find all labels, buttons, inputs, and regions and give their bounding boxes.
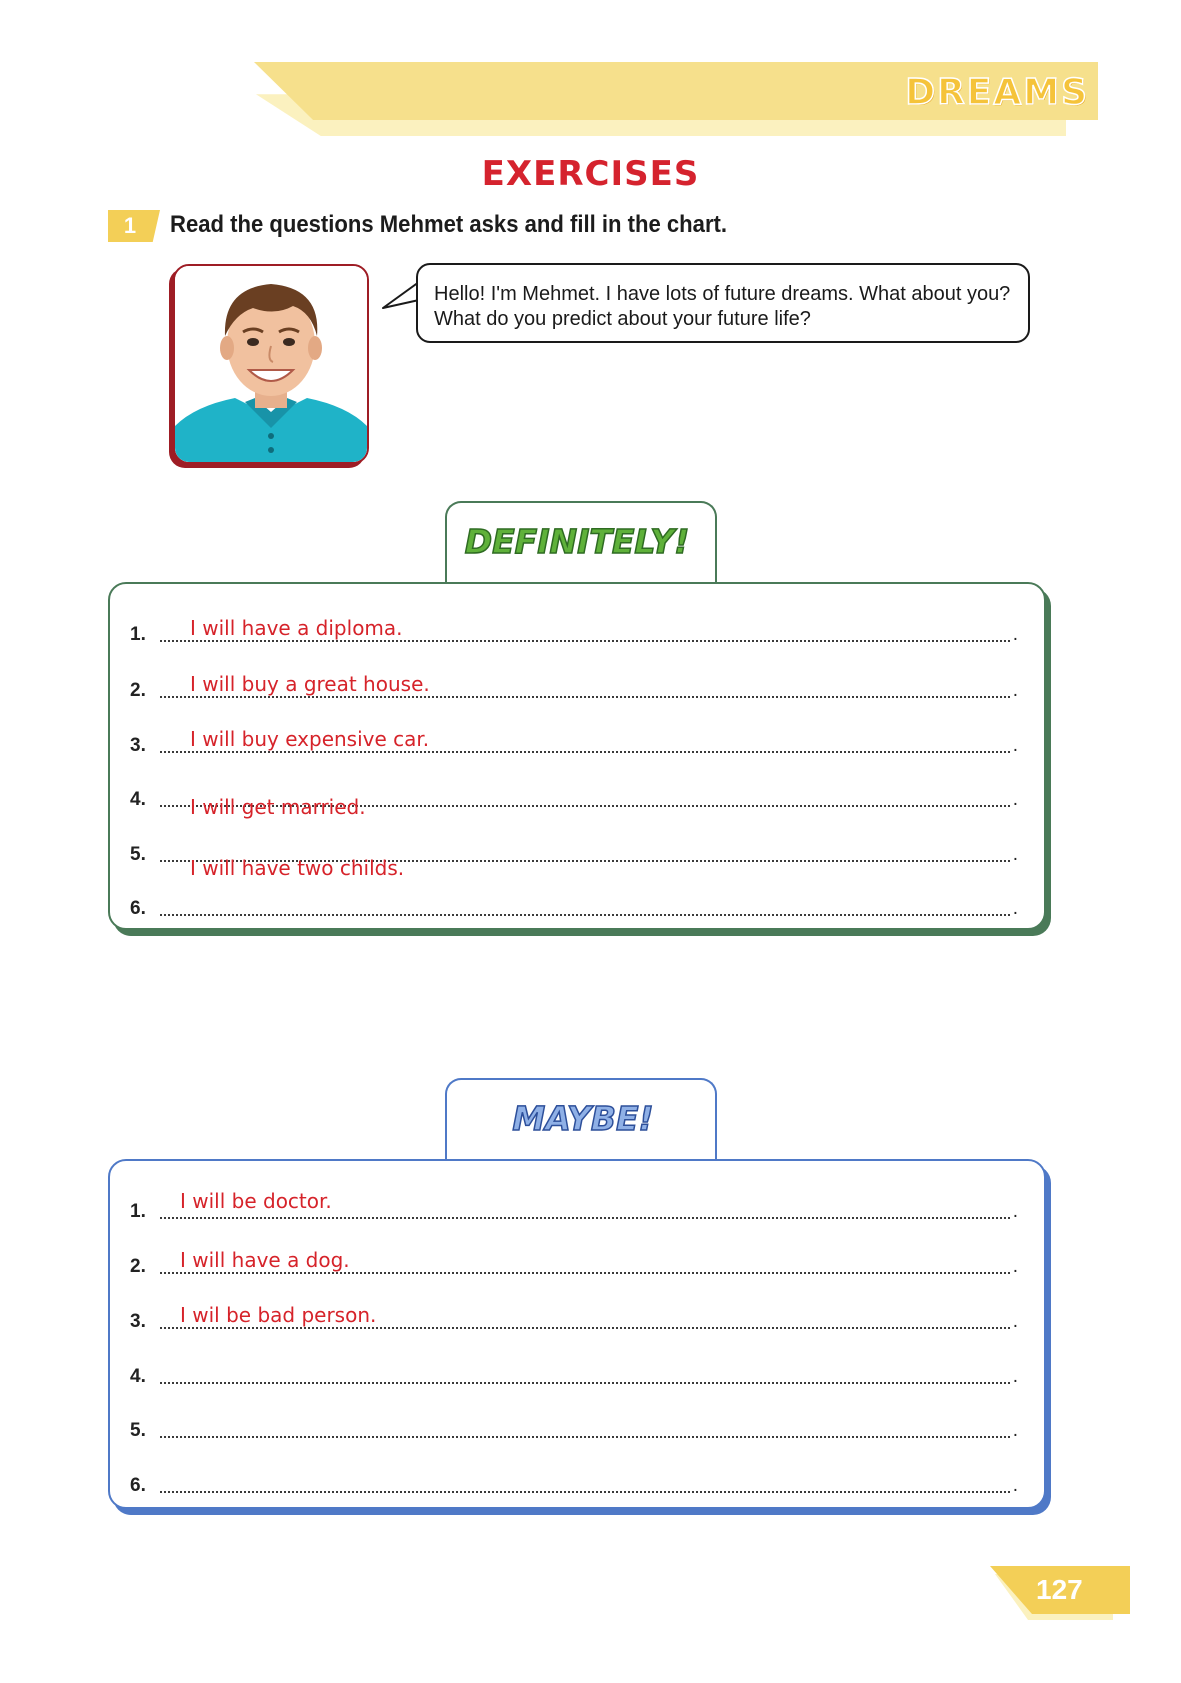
maybe-row (110, 1350, 1044, 1390)
answer-line[interactable] (160, 751, 1010, 753)
boy-illustration (175, 266, 367, 462)
answer-line[interactable] (160, 1327, 1010, 1329)
exercise-number: 1 (123, 213, 137, 238)
maybe-panel (108, 1159, 1046, 1509)
handwritten-answer: I will be doctor. (180, 1189, 332, 1213)
row-number: 3. (130, 735, 146, 756)
row-end-mark: . (1012, 680, 1018, 701)
row-number: 6. (130, 898, 146, 919)
definitely-row (110, 608, 1044, 648)
speech-bubble-tail (381, 282, 421, 322)
answer-line[interactable] (160, 1382, 1010, 1384)
speech-bubble-text: Hello! I'm Mehmet. I have lots of future dreams. What about you? What do you predict about your future life? (434, 283, 1011, 330)
row-number: 4. (130, 789, 146, 810)
handwritten-answer: I will have two childs. (190, 856, 405, 880)
row-end-mark: . (1012, 1366, 1018, 1387)
maybe-row (110, 1404, 1044, 1444)
exercise-instruction: Read the questions Mehmet asks and fill in the chart. (170, 211, 728, 238)
row-end-mark: . (1012, 1256, 1018, 1277)
row-number: 4. (130, 1366, 146, 1387)
boy-photo (173, 264, 369, 464)
row-end-mark: . (1012, 735, 1018, 756)
row-end-mark: . (1012, 624, 1018, 645)
maybe-row (110, 1295, 1044, 1335)
row-number: 5. (130, 1420, 146, 1441)
maybe-row (110, 1459, 1044, 1499)
handwritten-answer: I will have a diploma. (190, 616, 403, 640)
maybe-row (110, 1185, 1044, 1225)
definitely-row (110, 719, 1044, 759)
maybe-title: MAYBE! (512, 1099, 654, 1138)
row-end-mark: . (1012, 1201, 1018, 1222)
definitely-row (110, 773, 1044, 819)
row-number: 2. (130, 1256, 146, 1277)
answer-line[interactable] (160, 640, 1010, 642)
page-heading: EXERCISES (481, 154, 700, 194)
row-end-mark: . (1012, 789, 1018, 810)
row-number: 6. (130, 1475, 146, 1496)
answer-line[interactable] (160, 914, 1010, 916)
page-number: 127 (1036, 1574, 1083, 1605)
handwritten-answer: I will buy expensive car. (190, 727, 430, 751)
answer-line[interactable] (160, 1491, 1010, 1493)
row-end-mark: . (1012, 1420, 1018, 1441)
row-number: 1. (130, 624, 146, 645)
row-end-mark: . (1012, 1311, 1018, 1332)
row-number: 3. (130, 1311, 146, 1332)
definitely-row (110, 882, 1044, 922)
row-number: 5. (130, 844, 146, 865)
handwritten-answer: I wil be bad person. (180, 1303, 377, 1327)
handwritten-answer: I will buy a great house. (190, 672, 430, 696)
unit-title: DREAMS (905, 72, 1089, 113)
definitely-title: DEFINITELY! (464, 522, 690, 561)
maybe-row (110, 1240, 1044, 1280)
row-end-mark: . (1012, 844, 1018, 865)
answer-line[interactable] (160, 1436, 1010, 1438)
row-number: 1. (130, 1201, 146, 1222)
row-end-mark: . (1012, 1475, 1018, 1496)
definitely-tab (445, 501, 717, 585)
definitely-row (110, 664, 1044, 704)
row-end-mark: . (1012, 898, 1018, 919)
definitely-panel (108, 582, 1046, 930)
answer-line[interactable] (160, 696, 1010, 698)
answer-line[interactable] (160, 1272, 1010, 1274)
answer-line[interactable] (160, 1217, 1010, 1219)
definitely-row (110, 828, 1044, 880)
speech-bubble (416, 263, 1030, 343)
handwritten-answer: I will have a dog. (180, 1248, 350, 1272)
maybe-tab (445, 1078, 717, 1162)
handwritten-answer: I will get married. (190, 795, 366, 819)
row-number: 2. (130, 680, 146, 701)
